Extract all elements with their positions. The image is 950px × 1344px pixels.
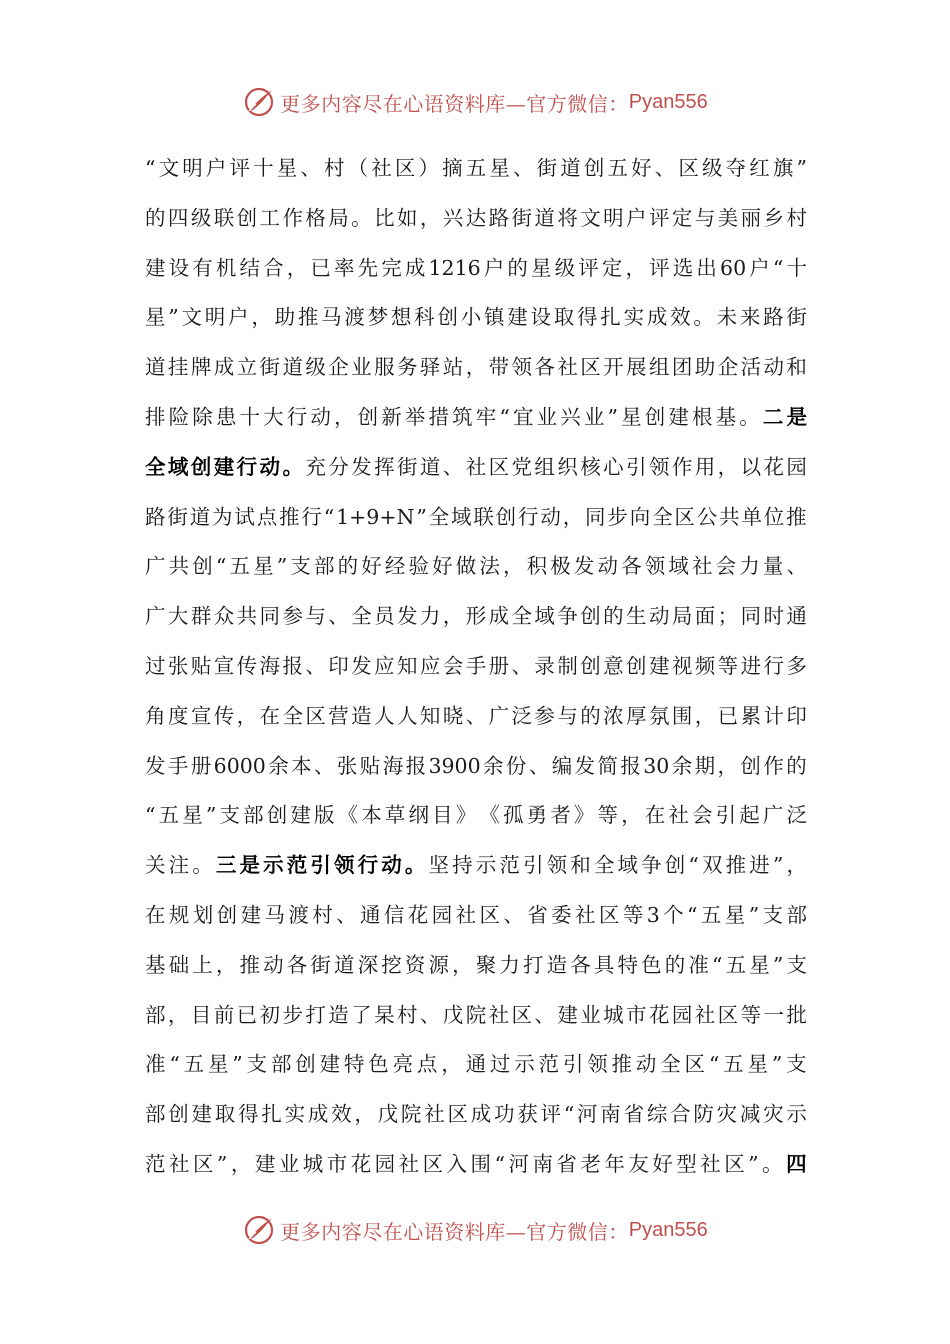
body-line: 关 注 。 三 是 示 范 引 领 行 动 。 坚 持 示 范 引 领 和 全 域 争 创 “ 双 推 进 ” ， bbox=[145, 853, 807, 878]
body-line: 部 创 建 取 得 扎 实 成 效 ， 戊 院 社 区 成 功 获 评 “ 河 南 省 综 合 防 灾 减 灾 示 bbox=[145, 1102, 807, 1127]
body-line: 范 社 区 ” ， 建 业 城 市 花 园 社 区 入 围 “ 河 南 省 老 年 友 好 型 社 区 ” 。 四 bbox=[145, 1151, 807, 1176]
body-line: 道 挂 牌 成 立 街 道 级 企 业 服 务 驿 站 ， 带 领 各 社 区 开 展 组 团 助 企 活 动 和 bbox=[145, 355, 807, 380]
document-body bbox=[145, 144, 807, 1190]
body-line: 在 规 划 创 建 马 渡 村 、 通 信 花 园 社 区 、 省 委 社 区 等 3 个 “ 五 星 ” 支 部 bbox=[145, 902, 807, 927]
body-line: 准 “ 五 星 ” 支 部 创 建 特 色 亮 点 ， 通 过 示 范 引 领 推 动 全 区 “ 五 星 ” 支 bbox=[145, 1052, 807, 1077]
header-wechat-id: Pyan556 bbox=[628, 90, 708, 113]
footer-brand-text: 更多内容尽在心语资料库—官方微信： bbox=[280, 1219, 629, 1244]
body-line: 发 手 册 6000 余 本 、 张 贴 海 报 3900 余 份 、 编 发 简 报 30 余 期 ， 创 作 的 bbox=[145, 753, 807, 778]
body-line: 排 险 除 患 十 大 行 动 ， 创 新 举 措 筑 牢 “ 宜 业 兴 业 ” 星 创 建 根 基 。 二 是 bbox=[145, 404, 807, 429]
body-line: 广 大 群 众 共 同 参 与 、 全 员 发 力 ， 形 成 全 域 争 创 的 生 动 局 面 ； 同 时 通 bbox=[145, 604, 807, 629]
body-line: “ 五 星 ” 支 部 创 建 版 《 本 草 纲 目 》 《 孤 勇 者 》 等 ， 在 社 会 引 起 广 泛 bbox=[145, 803, 807, 828]
body-line: 路 街 道 为 试 点 推 行 “ 1+9+N ” 全 域 联 创 行 动 ， 同 步 向 全 区 公 共 单 位 推 bbox=[145, 504, 807, 529]
body-line: 过 张 贴 宣 传 海 报 、 印 发 应 知 应 会 手 册 、 录 制 创 意 创 建 视 频 等 进 行 多 bbox=[145, 653, 807, 678]
footer-wechat-id: Pyan556 bbox=[628, 1218, 708, 1241]
body-line: 的 四 级 联 创 工 作 格 局 。 比 如 ， 兴 达 路 街 道 将 文 明 户 评 定 与 美 丽 乡 村 bbox=[145, 205, 807, 230]
header-banner bbox=[0, 82, 950, 122]
body-line: “ 文 明 户 评 十 星 、 村 （ 社 区 ） 摘 五 星 、 街 道 创 五 好 、 区 级 夺 红 旗 ” bbox=[145, 156, 807, 180]
body-line: 广 共 创 “ 五 星 ” 支 部 的 好 经 验 好 做 法 ， 积 极 发 动 各 领 域 社 会 力 量 、 bbox=[145, 554, 807, 579]
body-line: 角 度 宣 传 ， 在 全 区 营 造 人 人 知 晓 、 广 泛 参 与 的 浓 厚 氛 围 ， 已 累 计 印 bbox=[145, 703, 807, 728]
body-line: 全 域 创 建 行 动 。 充 分 发 挥 街 道 、 社 区 党 组 织 核 心 引 领 作 用 ， 以 花 园 bbox=[145, 454, 807, 479]
footer-banner bbox=[0, 1210, 950, 1250]
quill-pen-circle-icon bbox=[242, 85, 276, 119]
quill-pen-circle-icon bbox=[242, 1213, 276, 1247]
body-line: 部 ， 目 前 已 初 步 打 造 了 杲 村 、 戊 院 社 区 、 建 业 城 市 花 园 社 区 等 一 批 bbox=[145, 1002, 807, 1027]
body-line: 基 础 上 ， 推 动 各 街 道 深 挖 资 源 ， 聚 力 打 造 各 具 特 色 的 准 “ 五 星 ” 支 bbox=[145, 952, 807, 977]
body-line: 星 ” 文 明 户 ， 助 推 马 渡 梦 想 科 创 小 镇 建 设 取 得 扎 实 成 效 。 未 来 路 街 bbox=[145, 305, 807, 330]
body-line: 建 设 有 机 结 合 ， 已 率 先 完 成 1216 户 的 星 级 评 定 ， 评 选 出 60 户 “ 十 bbox=[145, 255, 807, 280]
header-brand-text: 更多内容尽在心语资料库—官方微信： bbox=[280, 91, 629, 116]
